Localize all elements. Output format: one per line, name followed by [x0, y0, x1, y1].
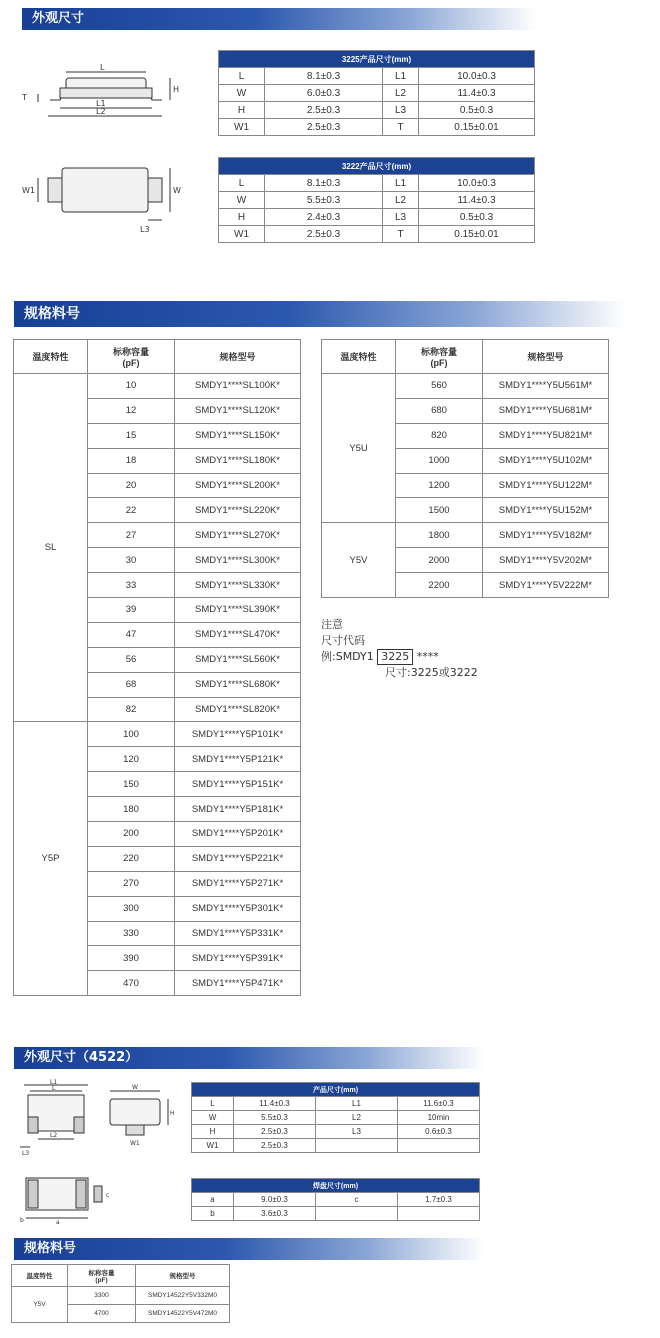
- model-cell: SMDY1****Y5P471K*: [175, 971, 301, 996]
- model-cell: SMDY1****SL100K*: [175, 374, 301, 399]
- section-title-appearance: 外观尺寸: [22, 8, 537, 30]
- table-row: W 5.5±0.3 L2 11.4±0.3: [219, 192, 535, 209]
- table-row: L 8.1±0.3 L1 10.0±0.3: [219, 68, 535, 85]
- table-row: [322, 374, 609, 399]
- table-row: Y5V 3300 SMDY14522Y5V332M0: [12, 1287, 230, 1305]
- table-row: H 2.5±0.3 L3 0.5±0.3: [219, 102, 535, 119]
- capacitance-cell: 270: [88, 871, 175, 896]
- svg-text:W: W: [132, 1084, 138, 1091]
- label-L2: L2: [96, 107, 106, 116]
- svg-text:a: a: [56, 1219, 60, 1226]
- model-cell: SMDY1****SL560K*: [175, 647, 301, 672]
- model-cell: SMDY1****Y5P221K*: [175, 846, 301, 871]
- model-cell: SMDY1****Y5U561M*: [483, 374, 609, 399]
- model-cell: SMDY1****Y5P101K*: [175, 722, 301, 747]
- table-row: W 6.0±0.3 L2 11.4±0.3: [219, 85, 535, 102]
- table-title: 3225产品尺寸(mm): [219, 51, 535, 68]
- table-title: 3222产品尺寸(mm): [219, 158, 535, 175]
- table-3225-dimensions: [218, 50, 535, 136]
- table-row: [322, 523, 609, 548]
- capacitance-cell: 180: [88, 797, 175, 822]
- table-row: H 2.5±0.3 L3 0.6±0.3: [192, 1125, 480, 1139]
- capacitance-cell: 300: [88, 896, 175, 921]
- model-cell: SMDY1****Y5P271K*: [175, 871, 301, 896]
- table-row: [14, 374, 301, 399]
- model-cell: SMDY1****Y5P201K*: [175, 822, 301, 847]
- temp-characteristic: Y5V: [322, 523, 396, 598]
- size-code-note: 注意 尺寸代码 例:SMDY1 3225 **** 尺寸:3225或3222: [321, 618, 478, 679]
- capacitance-cell: 1500: [396, 498, 483, 523]
- diagram-4522-views: [14, 1077, 184, 1159]
- capacitance-cell: 10: [88, 374, 175, 399]
- model-cell: SMDY1****SL820K*: [175, 697, 301, 722]
- label-L3: L3: [140, 225, 150, 234]
- capacitance-cell: 12: [88, 398, 175, 423]
- model-cell: SMDY1****SL470K*: [175, 622, 301, 647]
- capacitance-cell: 820: [396, 423, 483, 448]
- table-row: W 5.5±0.3 L2 10min: [192, 1111, 480, 1125]
- svg-text:H: H: [170, 1110, 175, 1117]
- label-T: T: [22, 93, 27, 102]
- capacitance-cell: 20: [88, 473, 175, 498]
- model-cell: SMDY1****Y5P301K*: [175, 896, 301, 921]
- capacitance-cell: 68: [88, 672, 175, 697]
- table-row: L 11.4±0.3 L1 11.6±0.3: [192, 1097, 480, 1111]
- model-cell: SMDY1****Y5U821M*: [483, 423, 609, 448]
- table-4522-dimensions: 产品尺寸(mm) L 11.4±0.3 L1 11.6±0.3 W 5.5±0.3 L2 10min H 2.5±0.3 L3 0.6±0.3 W1 2.5±0.3: [191, 1082, 480, 1153]
- top-view-diagram: [20, 160, 190, 240]
- table-row: W1 2.5±0.3 T 0.15±0.01: [219, 119, 535, 136]
- capacitance-cell: 150: [88, 772, 175, 797]
- capacitance-cell: 2200: [396, 573, 483, 598]
- capacitance-cell: 1000: [396, 448, 483, 473]
- svg-text:L2: L2: [50, 1132, 58, 1139]
- size-code-box: 3225: [377, 649, 413, 665]
- diagram-4522-pad: [14, 1172, 124, 1227]
- capacitance-cell: 220: [88, 846, 175, 871]
- section-title-appearance-4522: 外观尺寸（4522）: [14, 1047, 484, 1069]
- model-cell: SMDY1****SL390K*: [175, 598, 301, 623]
- capacitance-cell: 1800: [396, 523, 483, 548]
- table-row: b 3.6±0.3: [192, 1207, 480, 1221]
- capacitance-cell: 39: [88, 598, 175, 623]
- capacitance-cell: 100: [88, 722, 175, 747]
- section-title-spec-4522: 规格料号: [14, 1238, 484, 1260]
- capacitance-cell: 560: [396, 374, 483, 399]
- capacitance-cell: 15: [88, 423, 175, 448]
- capacitance-cell: 82: [88, 697, 175, 722]
- model-cell: SMDY1****SL200K*: [175, 473, 301, 498]
- capacitance-cell: 330: [88, 921, 175, 946]
- capacitance-cell: 27: [88, 523, 175, 548]
- label-L: L: [100, 63, 105, 72]
- capacitance-cell: 18: [88, 448, 175, 473]
- label-W: W: [173, 186, 181, 195]
- table-row: W1 2.5±0.3 T 0.15±0.01: [219, 226, 535, 243]
- model-cell: SMDY1****SL150K*: [175, 423, 301, 448]
- temp-characteristic: Y5P: [14, 722, 88, 996]
- capacitance-cell: 390: [88, 946, 175, 971]
- model-cell: SMDY1****Y5V202M*: [483, 548, 609, 573]
- capacitance-cell: 200: [88, 822, 175, 847]
- table-3222-dimensions: [218, 157, 535, 243]
- model-cell: SMDY1****SL180K*: [175, 448, 301, 473]
- model-cell: SMDY1****Y5P121K*: [175, 747, 301, 772]
- capacitance-cell: 470: [88, 971, 175, 996]
- spec-table-left: 温度特性 标称容量 (pF) 规格型号 SL 10 SMDY1****SL100K* 12 SMDY1****SL120K* 15 SMDY1****SL150K* 18 SMDY1****SL180K* 20 SMDY1****SL200K* 22 SMDY1****SL220K* 27 SMDY1****SL270K* 30 SMDY1****SL300K* 33 SMDY1****SL330K* 39 SMDY1****SL390K* 47 SMDY1****SL470K* 56 SMDY1****SL560K* 68 SMDY1****SL680K* 82 SMDY1****SL820K* Y5P 100 SMDY1****Y5P101K* 120 SMDY1****Y5P121K* 150 SMDY1****Y5P151K* 180 SMDY1****Y5P181K* 200 SMDY1****Y5P201K* 220 SMDY1****Y5P221K* 270 SMDY1****Y5P271K* 300 SMDY1****Y5P301K* 330 SMDY1****Y5P331K* 390 SMDY1****Y5P391K* 470 SMDY1****Y5P471K*: [13, 339, 301, 996]
- model-cell: SMDY1****SL680K*: [175, 672, 301, 697]
- capacitance-cell: 22: [88, 498, 175, 523]
- capacitance-cell: 30: [88, 548, 175, 573]
- model-cell: SMDY1****Y5V222M*: [483, 573, 609, 598]
- spec-table-right: 温度特性 标称容量 (pF) 规格型号 Y5U 560 SMDY1****Y5U561M* 680 SMDY1****Y5U681M* 820 SMDY1****Y5U821M* 1000 SMDY1****Y5U102M* 1200 SMDY1****Y5U122M* 1500 SMDY1****Y5U152M* Y5V 1800 SMDY1****Y5V182M* 2000 SMDY1****Y5V202M* 2200 SMDY1****Y5V222M*: [321, 339, 609, 598]
- svg-text:b: b: [20, 1217, 24, 1224]
- model-cell: SMDY1****Y5P151K*: [175, 772, 301, 797]
- section-title-spec: 规格料号: [14, 301, 626, 327]
- model-cell: SMDY1****Y5P391K*: [175, 946, 301, 971]
- model-cell: SMDY1****Y5P331K*: [175, 921, 301, 946]
- capacitance-cell: 47: [88, 622, 175, 647]
- capacitance-cell: 680: [396, 398, 483, 423]
- label-L1: L1: [96, 99, 106, 108]
- model-cell: SMDY1****Y5U102M*: [483, 448, 609, 473]
- temp-characteristic: Y5U: [322, 374, 396, 523]
- model-cell: SMDY1****SL120K*: [175, 398, 301, 423]
- label-W1: W1: [22, 186, 35, 195]
- svg-text:L1: L1: [50, 1079, 58, 1086]
- model-cell: SMDY1****Y5V182M*: [483, 523, 609, 548]
- table-row: a 9.0±0.3 c 1.7±0.3: [192, 1193, 480, 1207]
- table-pad-dimensions: 焊盘尺寸(mm) a 9.0±0.3 c 1.7±0.3 b 3.6±0.3: [191, 1178, 480, 1221]
- model-cell: SMDY1****Y5U122M*: [483, 473, 609, 498]
- model-cell: SMDY1****SL330K*: [175, 573, 301, 598]
- table-row: W1 2.5±0.3: [192, 1139, 480, 1153]
- model-cell: SMDY1****Y5P181K*: [175, 797, 301, 822]
- capacitance-cell: 2000: [396, 548, 483, 573]
- capacitance-cell: 56: [88, 647, 175, 672]
- model-cell: SMDY1****SL300K*: [175, 548, 301, 573]
- label-H: H: [173, 85, 180, 94]
- table-row: H 2.4±0.3 L3 0.5±0.3: [219, 209, 535, 226]
- model-cell: SMDY1****Y5U681M*: [483, 398, 609, 423]
- capacitance-cell: 33: [88, 573, 175, 598]
- table-row: L 8.1±0.3 L1 10.0±0.3: [219, 175, 535, 192]
- capacitance-cell: 1200: [396, 473, 483, 498]
- side-view-diagram: [20, 60, 190, 130]
- model-cell: SMDY1****Y5U152M*: [483, 498, 609, 523]
- svg-text:c: c: [106, 1192, 110, 1199]
- table-row: [14, 722, 301, 747]
- svg-text:L: L: [52, 1085, 56, 1092]
- svg-text:L3: L3: [22, 1150, 30, 1157]
- spec-table-4522: 温度特性 标称容量 (pF) 规格型号 Y5V 3300 SMDY14522Y5V332M0 4700 SMDY14522Y5V472M0: [11, 1264, 230, 1323]
- temp-characteristic: SL: [14, 374, 88, 722]
- svg-text:W1: W1: [130, 1140, 140, 1147]
- table-row: 4700 SMDY14522Y5V472M0: [12, 1305, 230, 1323]
- model-cell: SMDY1****SL220K*: [175, 498, 301, 523]
- model-cell: SMDY1****SL270K*: [175, 523, 301, 548]
- capacitance-cell: 120: [88, 747, 175, 772]
